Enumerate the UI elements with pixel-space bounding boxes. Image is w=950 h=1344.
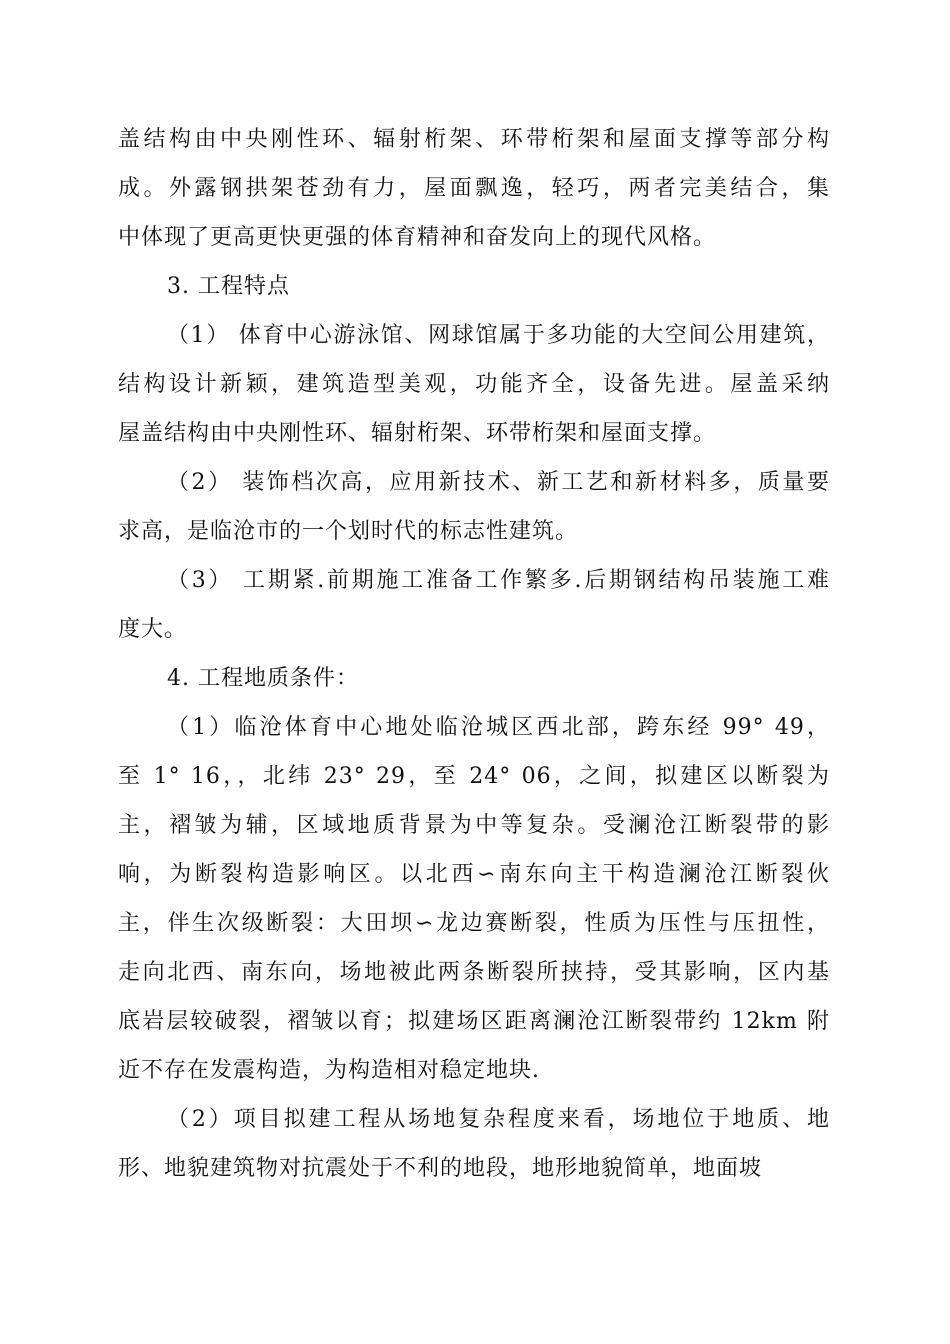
text-line: 走向北西、南东向，场地被此两条断裂所挟持，受其影响，区内基 xyxy=(118,960,830,985)
text-line: 主，褶皱为辅，区域地质背景为中等复杂。受澜沧江断裂带的影 xyxy=(118,813,830,838)
text-line: 近不存在发震构造，为构造相对稳定地块. xyxy=(118,1058,540,1083)
section-3-item-2 xyxy=(118,458,830,556)
text-line: 屋盖结构由中央刚性环、辐射桁架、环带桁架和屋面支撑。 xyxy=(118,421,717,446)
text-line: 成。外露钢拱架苍劲有力，屋面飘逸，轻巧，两者完美结合，集 xyxy=(118,176,830,201)
text-line: （3） 工期紧.前期施工准备工作繁多.后期钢结构吊装施工难 xyxy=(167,568,830,593)
text-line: （2）项目拟建工程从场地复杂程度来看，场地位于地质、地 xyxy=(167,1107,830,1132)
text-line: 盖结构由中央刚性环、辐射桁架、环带桁架和屋面支撑等部分构 xyxy=(118,127,830,152)
text-line: （1） 体育中心游泳馆、网球馆属于多功能的大空间公用建筑， xyxy=(167,323,830,348)
text-line: 中体现了更高更快更强的体育精神和奋发向上的现代风格。 xyxy=(118,225,717,250)
text-line: 度大。 xyxy=(118,617,188,642)
section-heading: 4. 工程地质条件： xyxy=(167,666,359,691)
text-line: 底岩层较破裂，褶皱以育；拟建场区距离澜沧江断裂带约 12km 附 xyxy=(118,1009,830,1034)
section-4 xyxy=(118,654,830,1193)
text-line: 形、地貌建筑物对抗震处于不利的地段，地形地貌简单，地面坡 xyxy=(118,1156,763,1181)
section-4-item-2 xyxy=(118,1095,830,1193)
section-4-item-1 xyxy=(118,703,830,1095)
document-page xyxy=(118,115,830,1193)
text-line: （2） 装饰档次高，应用新技术、新工艺和新材料多，质量要 xyxy=(167,470,830,495)
text-line: （1）临沧体育中心地处临沧城区西北部，跨东经 99° 49， xyxy=(167,715,830,740)
section-heading: 3. 工程特点 xyxy=(167,274,290,299)
section-3-item-1 xyxy=(118,311,830,458)
section-3-item-3 xyxy=(118,556,830,654)
text-line: 结构设计新颖，建筑造型美观，功能齐全，设备先进。屋盖采纳 xyxy=(118,372,830,397)
text-line: 至 1° 16，，北纬 23° 29，至 24° 06，之间，拟建区以断裂为 xyxy=(118,764,830,789)
text-line: 主，伴生次级断裂：大田坝∽龙边赛断裂，性质为压性与压扭性， xyxy=(118,911,830,936)
text-line: 求高，是临沧市的一个划时代的标志性建筑。 xyxy=(118,519,579,544)
intro-paragraph xyxy=(118,115,830,262)
section-3 xyxy=(118,262,830,654)
text-line: 响，为断裂构造影响区。以北西∽南东向主干构造澜沧江断裂伙 xyxy=(118,862,830,887)
